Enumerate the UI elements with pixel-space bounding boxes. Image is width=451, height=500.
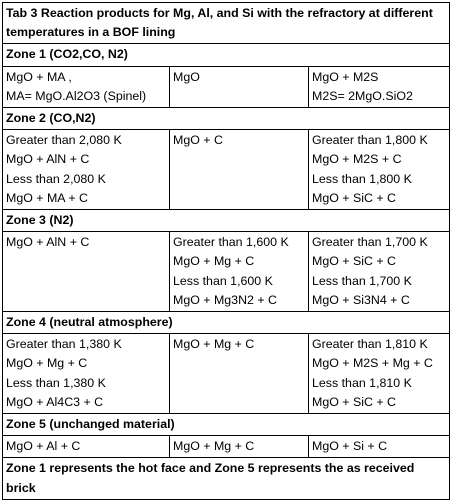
cell-line: Less than 1,380 K [6, 375, 106, 390]
zone-content-row [3, 232, 450, 312]
cell-line: MgO + SiC + C [312, 394, 397, 409]
zone-cell [3, 436, 170, 458]
zone-content-row [3, 66, 450, 107]
zone-heading: Zone 3 (N2) [3, 210, 450, 232]
cell-line: Greater than 1,810 K [312, 337, 428, 352]
zone-content-row [3, 334, 450, 414]
cell-line: MgO + Mg + C [6, 356, 88, 371]
cell-line: M2S= 2MgO.SiO2 [312, 88, 413, 103]
zone-heading-row [3, 210, 450, 232]
cell-line: MgO + MA , [6, 69, 72, 84]
table-caption: Tab 3 Reaction products for Mg, Al, and Si with the refractory at different temperatures in a BOF lining [3, 3, 450, 44]
footer-row [3, 458, 450, 499]
cell-line: Greater than 1,380 K [6, 337, 122, 352]
zone-cell [309, 66, 450, 107]
zone-cell [170, 66, 309, 107]
table-footnote: Zone 1 represents the hot face and Zone 5 represents the as received brick [3, 458, 450, 499]
zone-heading-row [3, 44, 450, 66]
zone-heading: Zone 2 (CO,N2) [3, 108, 450, 130]
cell-line: MgO + Mg + C [173, 254, 255, 269]
zone-cell [170, 232, 309, 312]
zone-cell [309, 130, 450, 210]
cell-line: MgO + Mg + C [173, 439, 255, 454]
zone-cell [3, 66, 170, 107]
cell-line: MgO + Si3N4 + C [312, 292, 410, 307]
cell-line: MgO + MA + C [6, 190, 88, 205]
cell-line: Less than 2,080 K [6, 171, 106, 186]
cell-line: Greater than 2,080 K [6, 133, 122, 148]
cell-line: MgO + M2S + C [312, 152, 402, 167]
zone-heading-row [3, 312, 450, 334]
cell-line: Less than 1,600 K [173, 273, 273, 288]
zone-cell [309, 436, 450, 458]
zone-cell [3, 232, 170, 312]
cell-line: MgO + Si + C [312, 439, 388, 454]
zone-heading: Zone 5 (unchanged material) [3, 414, 450, 436]
cell-line: MgO + C [173, 133, 223, 148]
zone-cell [3, 130, 170, 210]
cell-line: MgO + Al + C [6, 439, 81, 454]
zone-cell [170, 334, 309, 414]
cell-line: MgO + M2S + Mg + C [312, 356, 433, 371]
cell-line: MgO + Mg3N2 + C [173, 292, 277, 307]
reaction-products-table [2, 2, 450, 500]
cell-line: Greater than 1,600 K [173, 235, 289, 250]
cell-line: Less than 1,800 K [312, 171, 412, 186]
cell-line: Less than 1,810 K [312, 375, 412, 390]
zone-heading: Zone 4 (neutral atmosphere) [3, 312, 450, 334]
zone-cell [170, 130, 309, 210]
cell-line: MgO + SiC + C [312, 254, 397, 269]
cell-line: MA= MgO.Al2O3 (Spinel) [6, 88, 147, 103]
cell-line: MgO + AlN + C [6, 235, 90, 250]
zone-heading-row [3, 414, 450, 436]
zone-heading: Zone 1 (CO2,CO, N2) [3, 44, 450, 66]
zone-cell [3, 334, 170, 414]
cell-line: Greater than 1,700 K [312, 235, 428, 250]
zone-content-row [3, 130, 450, 210]
zone-cell [309, 334, 450, 414]
caption-row [3, 3, 450, 44]
cell-line: MgO + AlN + C [6, 152, 90, 167]
cell-line: Less than 1,700 K [312, 273, 412, 288]
zone-content-row [3, 436, 450, 458]
zone-cell [170, 436, 309, 458]
cell-line: MgO + Mg + C [173, 337, 255, 352]
cell-line: MgO + M2S [312, 69, 379, 84]
cell-line: MgO [173, 69, 200, 84]
cell-line: Greater than 1,800 K [312, 133, 428, 148]
cell-line: MgO + SiC + C [312, 190, 397, 205]
zone-cell [309, 232, 450, 312]
zone-heading-row [3, 108, 450, 130]
cell-line: MgO + Al4C3 + C [6, 394, 104, 409]
